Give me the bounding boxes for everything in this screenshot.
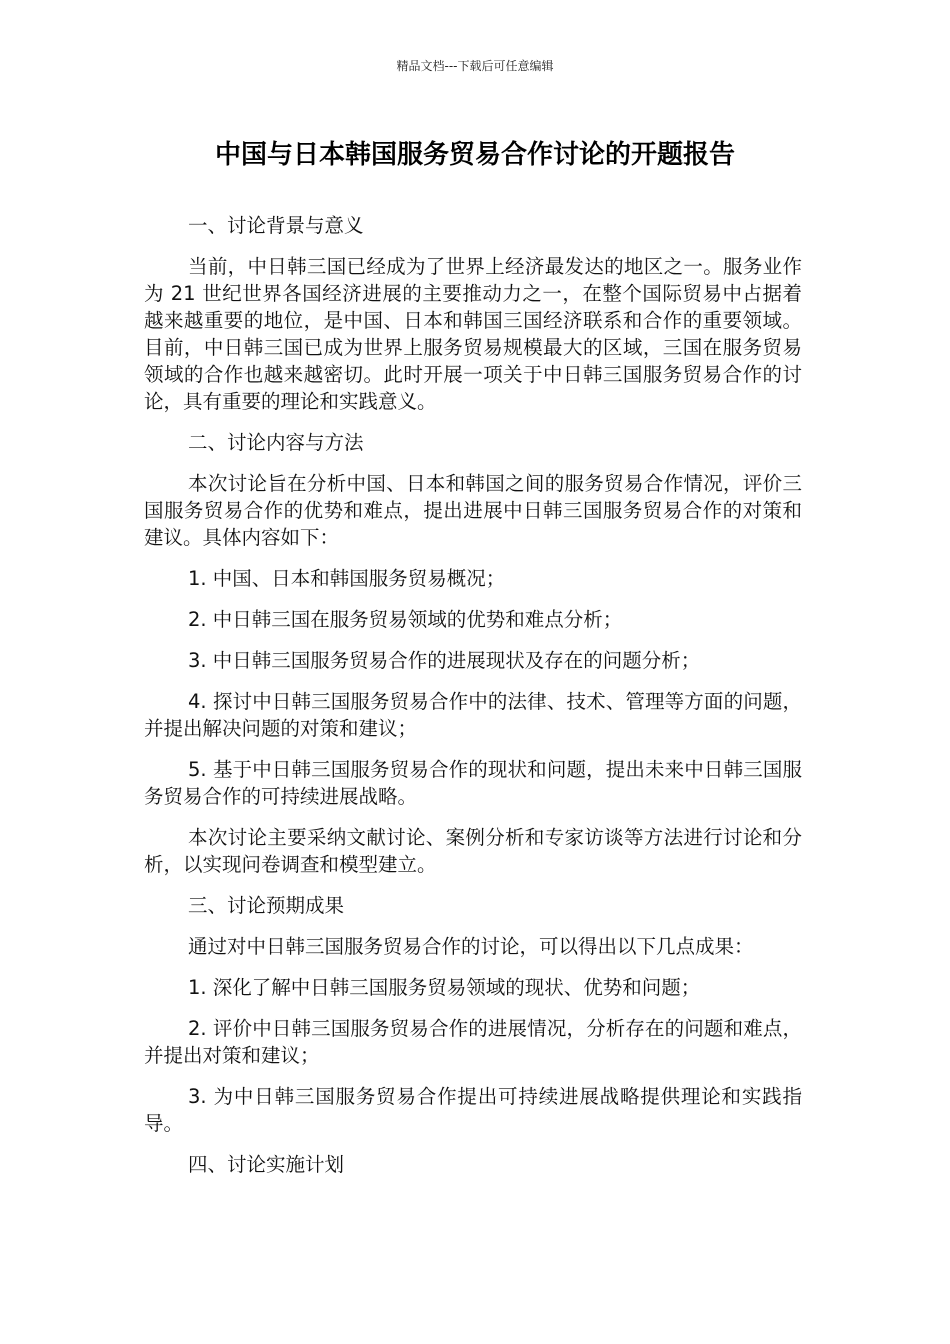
- paragraph-content-intro: 本次讨论旨在分析中国、日本和韩国之间的服务贸易合作情况，评价三国服务贸易合作的优势和难点，提出进展中日韩三国服务贸易合作的对策和建议。具体内容如下：: [144, 472, 802, 549]
- list-item-result-1: 1. 深化了解中日韩三国服务贸易领域的现状、优势和问题；: [188, 976, 701, 999]
- list-item-result-2: 2. 评价中日韩三国服务贸易合作的进展情况，分析存在的问题和难点，并提出对策和建议；: [144, 1017, 802, 1067]
- list-item-content-3: 3. 中日韩三国服务贸易合作的进展现状及存在的问题分析；: [188, 649, 701, 672]
- list-item-content-4: 4. 探讨中日韩三国服务贸易合作中的法律、技术、管理等方面的问题，并提出解决问题的对策和建议；: [144, 690, 802, 740]
- list-item-content-2: 2. 中日韩三国在服务贸易领域的优势和难点分析；: [188, 608, 623, 631]
- section-heading-expected-results: 三、讨论预期成果: [188, 894, 345, 917]
- page-header-note: 精品文档---下载后可任意编辑: [396, 59, 554, 73]
- paragraph-methods: 本次讨论主要采纳文献讨论、案例分析和专家访谈等方法进行讨论和分析，以实现问卷调查和模型建立。: [144, 826, 802, 876]
- section-heading-content-method: 二、讨论内容与方法: [188, 431, 364, 454]
- list-item-result-3: 3. 为中日韩三国服务贸易合作提出可持续进展战略提供理论和实践指导。: [144, 1085, 802, 1135]
- paragraph-results-intro: 通过对中日韩三国服务贸易合作的讨论，可以得出以下几点成果：: [188, 935, 754, 958]
- document-body: [144, 212, 802, 1192]
- section-heading-implementation-plan: 四、讨论实施计划: [188, 1153, 345, 1176]
- paragraph-background: 当前，中日韩三国已经成为了世界上经济最发达的地区之一。服务业作为 21 世纪世界各国经济进展的主要推动力之一，在整个国际贸易中占据着越来越重要的地位，是中国、日本和韩国三国经济联系和合作的重要领域。目前，中日韩三国已成为世界上服务贸易规模最大的区域，三国在服务贸易领域的合作也越来越密切。此时开展一项关于中日韩三国服务贸易合作的讨论，具有重要的理论和实践意义。: [144, 255, 802, 413]
- list-item-content-5: 5. 基于中日韩三国服务贸易合作的现状和问题，提出未来中日韩三国服务贸易合作的可持续进展战略。: [144, 758, 802, 808]
- section-heading-background: 一、讨论背景与意义: [188, 214, 364, 237]
- document-title: 中国与日本韩国服务贸易合作讨论的开题报告: [214, 140, 735, 170]
- list-item-content-1: 1. 中国、日本和韩国服务贸易概况；: [188, 567, 506, 590]
